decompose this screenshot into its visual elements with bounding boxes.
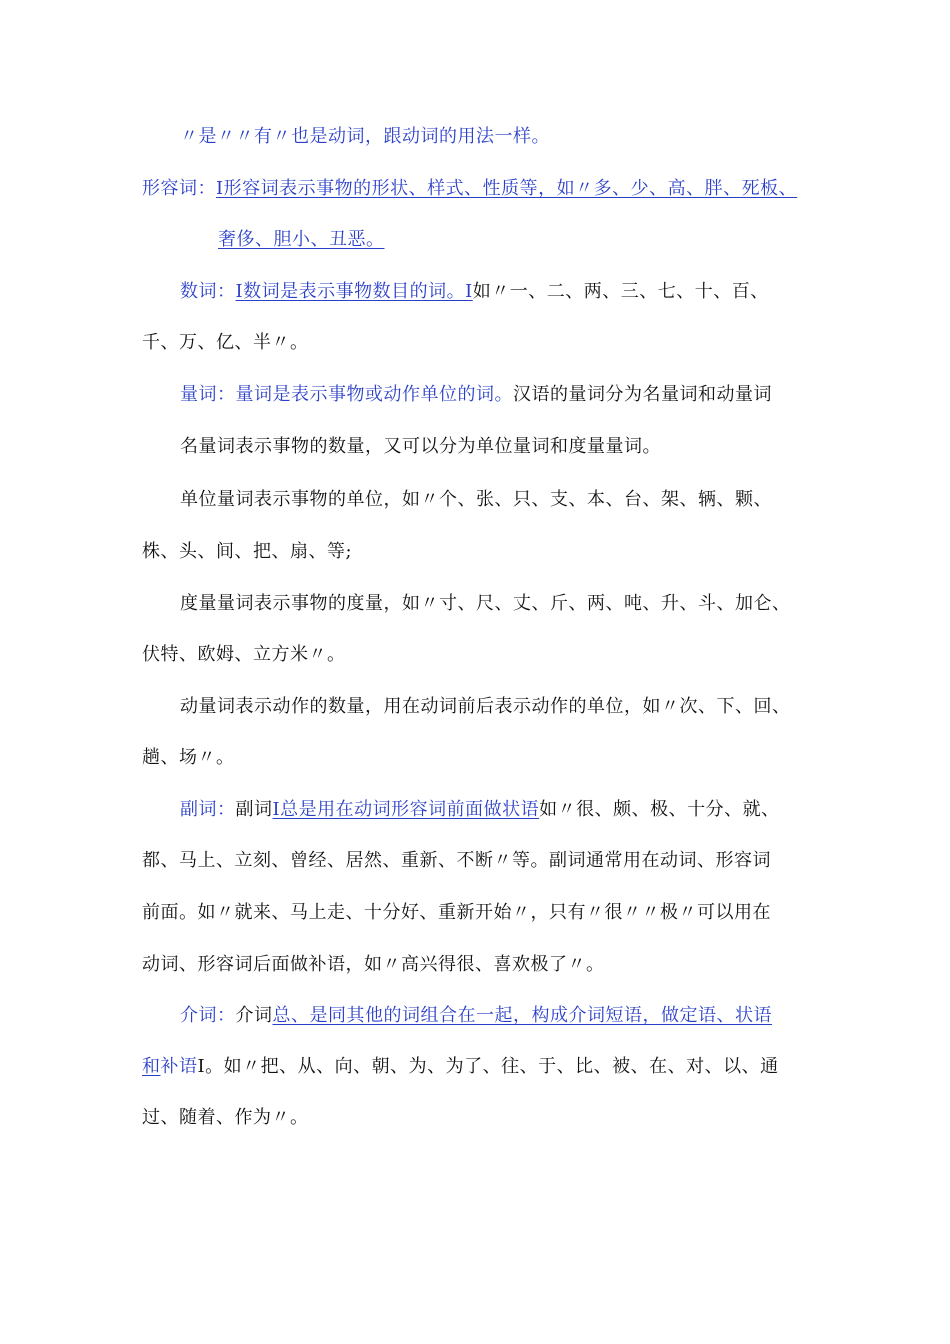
line-6: [180, 383, 772, 407]
text: I: [197, 1056, 206, 1077]
line-12: [180, 695, 791, 719]
line-20: [142, 1106, 309, 1130]
definition-link[interactable]: I形容词表示事物的形状、样式、性质等，如〃多、少、高、胖、死板、: [216, 178, 798, 199]
text: 名量词表示事物的数量，又可以分为单位量词和度量量词。: [180, 436, 661, 457]
text: 株、头、间、把、扇、等;: [142, 541, 353, 562]
line-14: [180, 798, 780, 822]
line-2: [142, 177, 797, 201]
line-11: [142, 643, 346, 667]
text: 前面。如〃就来、马上走、十分好、重新开始〃，只有〃很〃〃极〃可以用在: [142, 902, 771, 923]
definition: 量词是表示事物或动作单位的词。: [235, 384, 513, 405]
text: 伏特、欧姆、立方米〃。: [142, 644, 346, 665]
text: 动词、形容词后面做补语，如〃高兴得很、喜欢极了〃。: [142, 954, 605, 975]
text: 都、马上、立刻、曾经、居然、重新、不断〃等。副词通常用在动词、形容词: [142, 850, 771, 871]
definition-link[interactable]: 总、是同其他的词组合在一起，构成介词短语，做定语、状语: [272, 1005, 772, 1026]
definition-link[interactable]: I总是用在动词形容词前面做状语: [272, 799, 540, 820]
text: 动量词表示动作的数量，用在动词前后表示动作的单位，如〃次、下、回、: [180, 696, 791, 717]
definition-link[interactable]: 和: [142, 1056, 161, 1077]
line-13: [142, 746, 235, 770]
line-4: [180, 280, 769, 304]
text: 介词: [235, 1005, 273, 1026]
text: 汉语的量词分为名量词和动量词: [513, 384, 772, 405]
text: 副词: [235, 799, 273, 820]
line-9: [142, 540, 352, 564]
line-8: [180, 488, 772, 512]
definition-link[interactable]: I数词是表示事物数目的词。I: [235, 281, 473, 302]
term-measure-word: 量词：: [180, 384, 236, 405]
text: 千、万、亿、半〃。: [142, 332, 309, 353]
term-adjective: 形容词：: [142, 178, 216, 199]
line-15: [142, 849, 771, 873]
text: 趟、场〃。: [142, 747, 235, 768]
definition-link[interactable]: 奢侈、胆小、丑恶。: [218, 229, 385, 250]
line-7: [180, 435, 661, 459]
line-1: [180, 125, 550, 149]
text: 〃是〃〃有〃也是动词，跟动词的用法一样。: [180, 126, 550, 147]
text: 单位量词表示事物的单位，如〃个、张、只、支、本、台、架、辆、颗、: [180, 489, 772, 510]
term-adverb: 副词：: [180, 799, 236, 820]
line-19: [142, 1055, 779, 1079]
text: 度量量词表示事物的度量，如〃寸、尺、丈、斤、两、吨、升、斗、加仑、: [180, 593, 791, 614]
line-18: [180, 1004, 772, 1028]
text: 补语: [160, 1056, 198, 1077]
term-numeral: 数词：: [180, 281, 236, 302]
line-5: [142, 331, 309, 355]
line-10: [180, 592, 791, 616]
text: 。如〃把、从、向、朝、为、为了、往、于、比、被、在、对、以、通: [205, 1056, 779, 1077]
line-3: [218, 228, 385, 252]
line-16: [142, 901, 771, 925]
text: 如〃很、颇、极、十分、就、: [539, 799, 780, 820]
line-17: [142, 953, 605, 977]
term-preposition: 介词：: [180, 1005, 236, 1026]
text: 如〃一、二、两、三、七、十、百、: [472, 281, 769, 302]
text: 过、随着、作为〃。: [142, 1107, 309, 1128]
